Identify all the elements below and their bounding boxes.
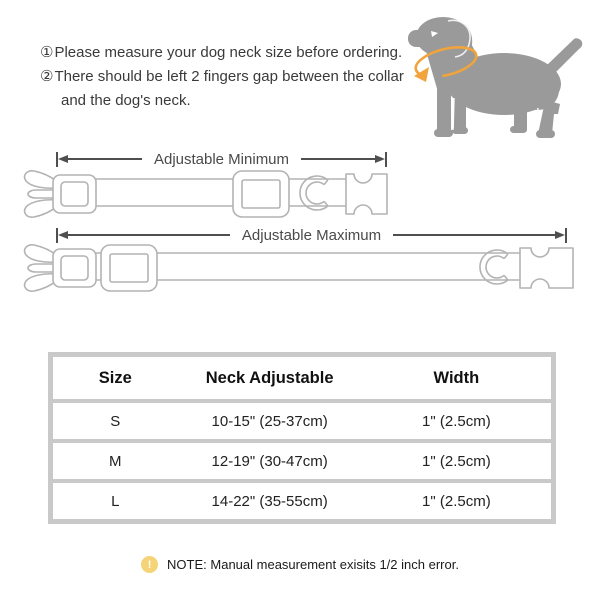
cell-size: S: [110, 412, 121, 430]
collar-strap: [96, 179, 346, 206]
d-ring: [300, 176, 328, 210]
cell-size: M: [109, 452, 122, 470]
cell-width: 1" (2.5cm): [422, 452, 491, 470]
buckle-male: [25, 245, 96, 291]
cell-neck: 10-15" (25-37cm): [211, 412, 328, 430]
dim-end-bar: [385, 152, 387, 167]
circled-number-1: ①: [40, 44, 54, 61]
triglide-slider: [233, 171, 289, 217]
buckle-female: [520, 248, 573, 288]
adjustable-maximum-label: Adjustable Maximum: [241, 226, 382, 244]
arrow-left-icon: [58, 231, 68, 239]
arrow-left-icon: [58, 155, 68, 163]
header-width: Width: [433, 368, 480, 387]
cell-width: 1" (2.5cm): [422, 412, 491, 430]
header-size: Size: [98, 368, 132, 387]
circled-number-2: ②: [40, 68, 54, 85]
warning-icon-glyph: !: [147, 558, 152, 571]
cell-neck: 12-19" (30-47cm): [211, 452, 328, 470]
buckle-male: [25, 171, 96, 217]
note-text: NOTE: Manual measurement exisits 1/2 inch error.: [167, 557, 459, 572]
collar-maximum-diagram: [0, 240, 600, 296]
triglide-slider: [101, 245, 157, 291]
dog-illustration: [388, 8, 588, 148]
header-neck-adjustable: Neck Adjustable: [205, 368, 334, 387]
table-row-m: [53, 443, 551, 479]
adjustable-minimum-label: Adjustable Minimum: [153, 150, 290, 168]
dim-line: [393, 234, 555, 236]
arrow-right-icon: [555, 231, 565, 239]
instruction-2-text: There should be left 2 fingers gap between the collar and the dog's neck.: [54, 68, 404, 109]
cell-neck: 14-22" (35-55cm): [211, 492, 328, 510]
dim-line: [301, 158, 375, 160]
dim-line: [68, 158, 142, 160]
note: [0, 556, 600, 573]
buckle-female: [346, 174, 387, 214]
cell-size: L: [111, 492, 120, 510]
table-row-s: [53, 403, 551, 439]
instruction-item-2: [40, 65, 413, 113]
instruction-1-text: Please measure your dog neck size before ordering.: [54, 44, 403, 61]
warning-icon: [141, 556, 158, 573]
size-table: [48, 352, 556, 524]
collar-strap: [96, 253, 520, 280]
collar-minimum-diagram: [0, 166, 600, 222]
cell-width: 1" (2.5cm): [422, 492, 491, 510]
d-ring: [480, 250, 508, 284]
table-row-l: [53, 483, 551, 519]
dim-line: [68, 234, 230, 236]
arrow-right-icon: [375, 155, 385, 163]
size-table-header-row: [53, 357, 551, 399]
